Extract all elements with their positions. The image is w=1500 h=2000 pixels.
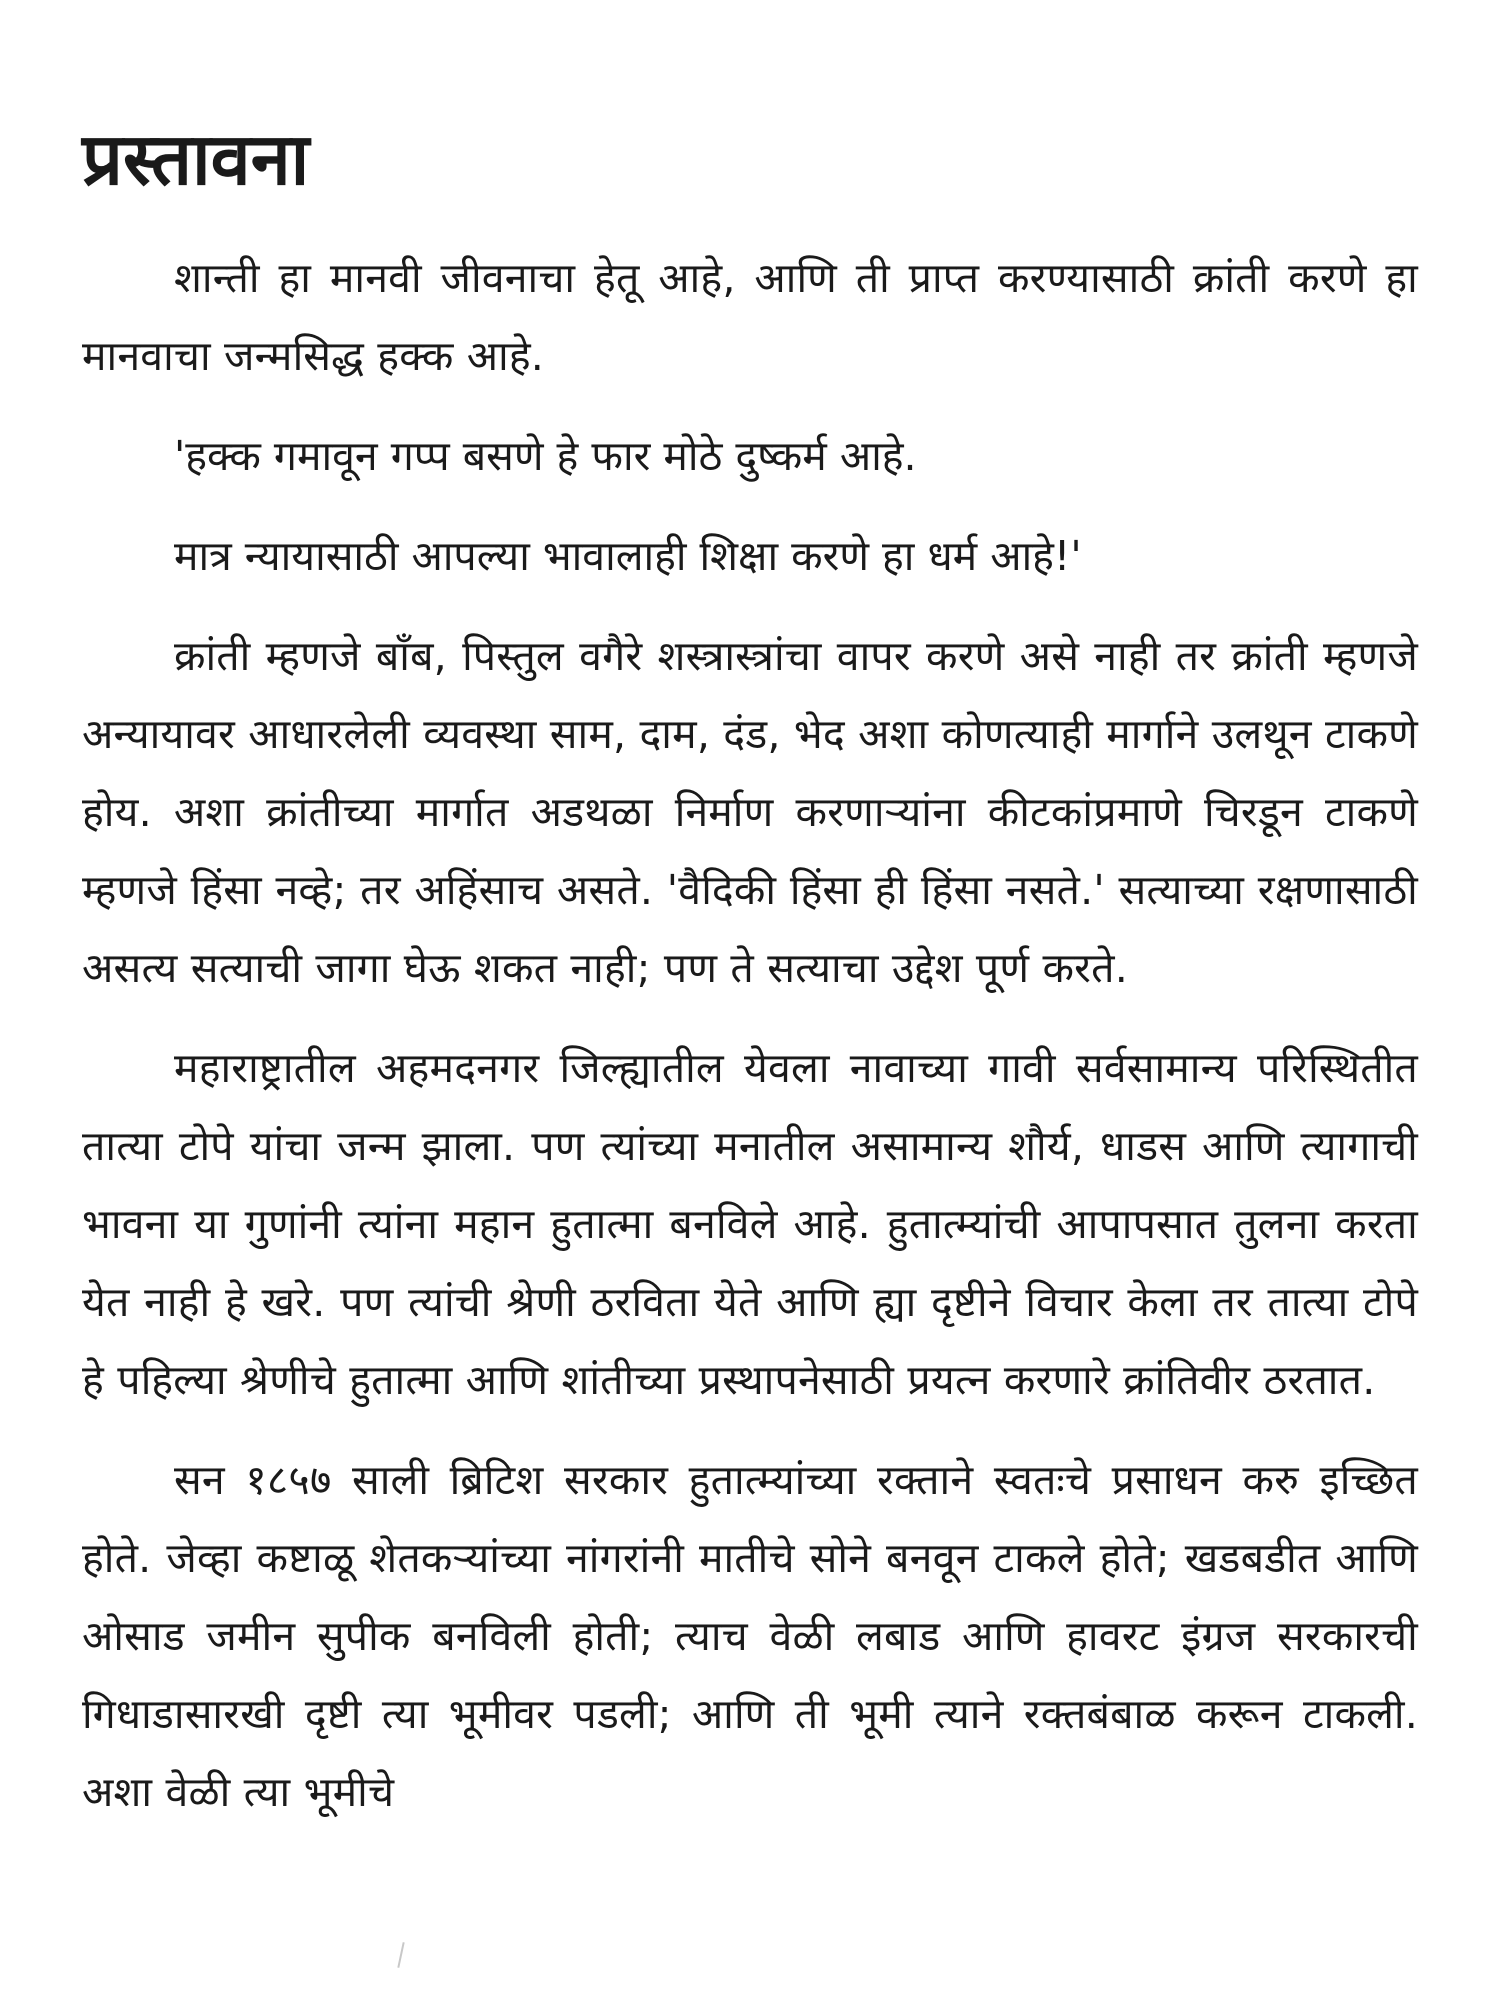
paragraph-1857: सन १८५७ साली ब्रिटिश सरकार हुतात्म्यांच्या रक्ताने स्वतःचे प्रसाधन करु इच्छित होते. जेव्हा कष्टाळू शेतकऱ्यांच्या नांगरांनी मातीचे सोने बनवून टाकले होते; खडबडीत आणि ओसाड जमीन सुपीक बनविली होती; त्याच वेळी लबाड आणि हावरट इंग्रज सरकारची गिधाडासारखी दृष्टी त्या भूमीवर पडली; आणि ती भूमी त्याने रक्तबंबाळ करून टाकली. अशा वेळी त्या भूमीचे <box>82 1456 1418 1817</box>
paragraph-intro: शान्ती हा मानवी जीवनाचा हेतू आहे, आणि ती प्राप्त करण्यासाठी क्रांती करणे हा मानवाचा जन्मसिद्ध हक्क आहे. <box>82 254 1418 381</box>
document-page <box>82 117 1418 1853</box>
paragraph-tatya-tope: महाराष्ट्रातील अहमदनगर जिल्ह्यातील येवला नावाच्या गावी सर्वसामान्य परिस्थितीत तात्या टोपे यांचा जन्म झाला. पण त्यांच्या मनातील असामान्य शौर्य, धाडस आणि त्यागाची भावना या गुणांनी त्यांना महान हुतात्मा बनविले आहे. हुतात्म्यांची आपापसात तुलना करता येत नाही हे खरे. पण त्यांची श्रेणी ठरविता येते आणि ह्या दृष्टीने विचार केला तर तात्या टोपे हे पहिल्या श्रेणीचे हुतात्मा आणि शांतीच्या प्रस्थापनेसाठी प्रयत्न करणारे क्रांतिवीर ठरतात. <box>82 1044 1418 1405</box>
scan-mark <box>397 1942 404 1968</box>
quote-line-1: 'हक्क गमावून गप्प बसणे हे फार मोठे दुष्कर्म आहे. <box>174 432 917 481</box>
paragraph-revolution: क्रांती म्हणजे बाँब, पिस्तुल वगैरे शस्त्रास्त्रांचा वापर करणे असे नाही तर क्रांती म्हणजे अन्यायावर आधारलेली व्यवस्था साम, दाम, दंड, भेद अशा कोणत्याही मार्गाने उलथून टाकणे होय. अशा क्रांतीच्या मार्गात अडथळा निर्माण करणाऱ्यांना कीटकांप्रमाणे चिरडून टाकणे म्हणजे हिंसा नव्हे; तर अहिंसाच असते. 'वैदिकी हिंसा ही हिंसा नसते.' सत्याच्या रक्षणासाठी असत्य सत्याची जागा घेऊ शकत नाही; पण ते सत्याचा उद्देश पूर्ण करते. <box>82 632 1418 993</box>
page-title: प्रस्तावना <box>82 117 310 201</box>
quote-line-2: मात्र न्यायासाठी आपल्या भावालाही शिक्षा करणे हा धर्म आहे!' <box>174 532 1082 581</box>
